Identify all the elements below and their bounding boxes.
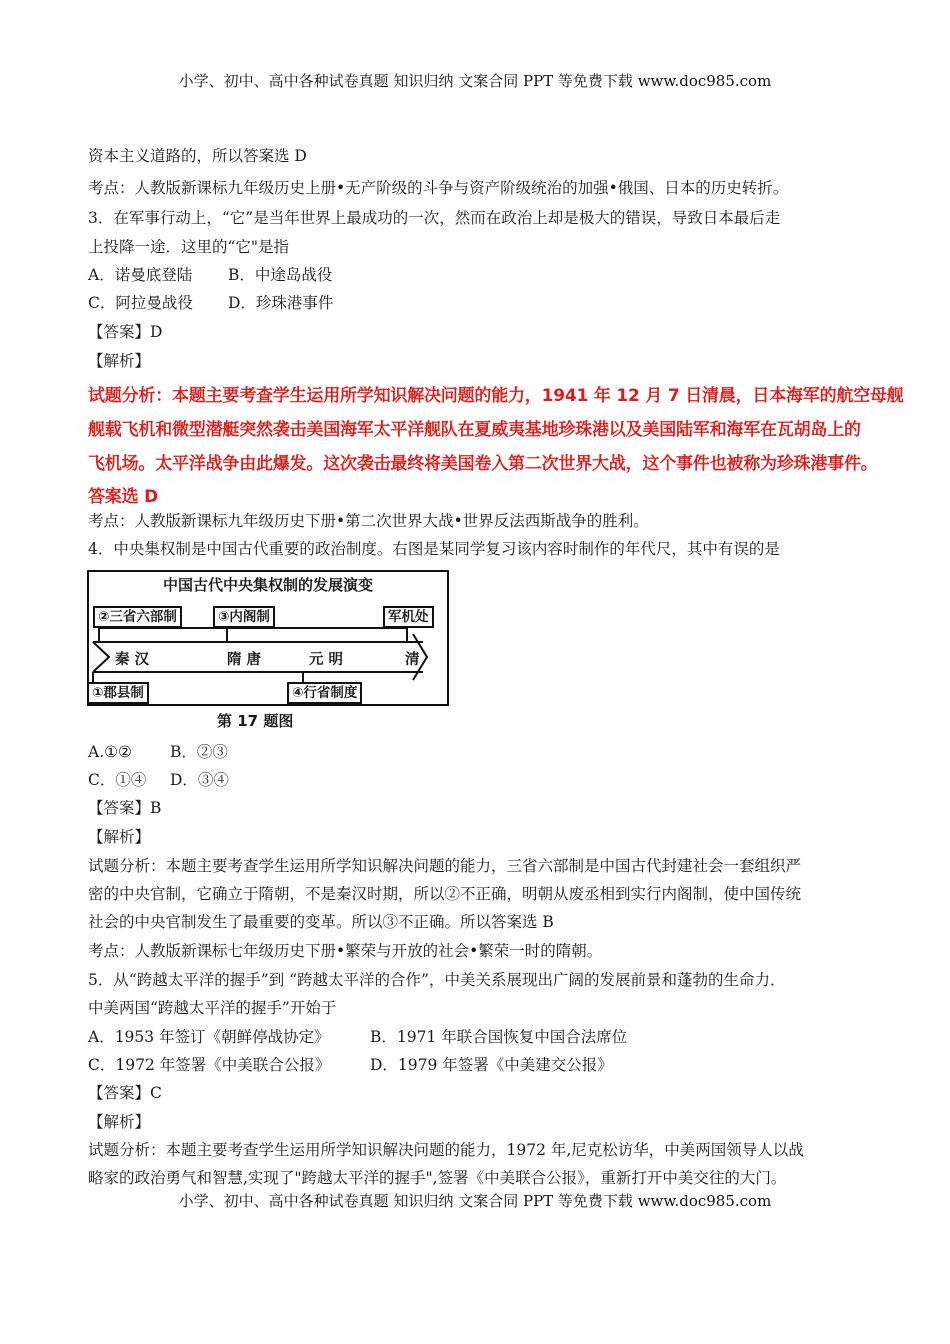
page-footer: 小学、初中、高中各种试卷真题 知识归纳 文案合同 PPT 等免费下载 www.doc985.com: [178, 1192, 772, 1210]
q5-stem-line2: 中美两国“跨越太平洋的握手”开始于: [88, 999, 337, 1017]
q3-option-d: D．珍珠港事件: [228, 294, 334, 312]
q3-option-a: A．诺曼底登陆: [88, 266, 193, 284]
q4-option-c: C．①④: [88, 771, 147, 789]
q3-options-row2: [88, 296, 333, 312]
q4-stem: 4．中央集权制是中国古代重要的政治制度。右图是某同学复习该内容时制作的年代尺，其中有误的是: [88, 540, 780, 558]
box-xingsheng: ④行省制度: [287, 682, 362, 704]
q4-kaodian: 考点：人教版新课标七年级历史下册•繁荣与开放的社会•繁荣一时的隋朝。: [88, 942, 603, 960]
era-sui-tang: 隋 唐: [227, 652, 262, 668]
q3-options-row1: [88, 268, 332, 284]
q4-option-a: A.①②: [88, 743, 132, 761]
q4-options-row2: [88, 773, 229, 789]
box-junjichu: 军机处: [383, 606, 434, 628]
timeline-title: 中国古代中央集权制的发展演变: [162, 576, 373, 594]
q5-jiexi-label: 【解析】: [88, 1113, 151, 1131]
q3-kaodian: 考点：人教版新课标九年级历史下册•第二次世界大战•世界反法西斯战争的胜利。: [88, 512, 649, 530]
q4-options-row1: [88, 745, 228, 761]
q4-option-d: D．③④: [170, 771, 229, 789]
q3-analysis-line1: 试题分析：本题主要考查学生运用所学知识解决问题的能力，1941 年 12 月 7 日清晨，日本海军的航空母舰: [88, 386, 904, 406]
q5-answer: 【答案】C: [88, 1084, 162, 1102]
page-header: 小学、初中、高中各种试卷真题 知识归纳 文案合同 PPT 等免费下载 www.doc985.com: [178, 72, 772, 90]
q3-analysis-line4: 答案选 D: [88, 487, 159, 507]
q5-options-row2: [88, 1058, 613, 1074]
q5-option-c: C．1972 年签署《中美联合公报》: [88, 1056, 331, 1074]
box-neige: ③内阁制: [213, 606, 275, 628]
intro-kaodian: 考点：人教版新课标九年级历史上册•无产阶级的斗争与资产阶级统治的加强•俄国、日本的历史转折。: [88, 179, 789, 197]
q4-option-b: B．②③: [170, 743, 228, 761]
intro-line: 资本主义道路的，所以答案选 D: [88, 147, 307, 165]
figure-caption: 第 17 题图: [217, 712, 294, 730]
box-junxian: ①郡县制: [87, 682, 149, 704]
q5-options-row1: [88, 1030, 627, 1046]
q4-analysis-line3: 社会的中央官制发生了最重要的变革。所以③不正确。所以答案选 B: [88, 913, 554, 931]
q4-analysis-line2: 密的中央官制，它确立于隋朝，不是秦汉时期，所以②不正确，明朝从废丞相到实行内阁制，使中国传统: [88, 885, 802, 903]
era-qin-han: 秦 汉: [115, 652, 150, 668]
q5-option-d: D．1979 年签署《中美建交公报》: [370, 1056, 613, 1074]
q3-analysis-line2: 舰载飞机和微型潜艇突然袭击美国海军太平洋舰队在夏威夷基地珍珠港以及美国陆军和海军在瓦胡岛上的: [88, 420, 861, 440]
q3-jiexi-label: 【解析】: [88, 352, 151, 370]
box-sansheng-liubu: ②三省六部制: [93, 606, 182, 628]
q4-jiexi-label: 【解析】: [88, 828, 151, 846]
q3-option-c: C．阿拉曼战役: [88, 294, 193, 312]
q3-option-b: B．中途岛战役: [228, 266, 333, 284]
q3-answer: 【答案】D: [88, 323, 163, 341]
era-yuan-ming: 元 明: [309, 652, 344, 668]
q3-stem-line2: 上投降一途．这里的“它"是指: [88, 238, 290, 256]
q5-option-b: B．1971 年联合国恢复中国合法席位: [370, 1028, 628, 1046]
q5-analysis-line2: 略家的政治勇气和智慧,实现了"跨越太平洋的握手",签署《中美联合公报》，重新打开中美交往的大门。: [88, 1169, 787, 1187]
q5-analysis-line1: 试题分析：本题主要考查学生运用所学知识解决问题的能力，1972 年,尼克松访华，中美两国领导人以战: [88, 1141, 804, 1159]
q4-answer: 【答案】B: [88, 799, 162, 817]
q3-analysis-line3: 飞机场。太平洋战争由此爆发。这次袭击最终将美国卷入第二次世界大战，这个事件也被称为珍珠港事件。: [88, 454, 878, 474]
q5-stem-line1: 5．从“跨越太平洋的握手”到 “跨越太平洋的合作”，中美关系展现出广阔的发展前景和蓬勃的生命力．: [88, 971, 786, 989]
q5-option-a: A．1953 年签订《朝鲜停战协定》: [88, 1028, 330, 1046]
q4-analysis-line1: 试题分析：本题主要考查学生运用所学知识解决问题的能力，三省六部制是中国古代封建社会一套组织严: [88, 857, 802, 875]
q3-stem-line1: 3．在军事行动上，“它”是当年世界上最成功的一次，然而在政治上却是极大的错误，导致日本最后走: [88, 209, 781, 227]
timeline-figure: [87, 570, 453, 732]
era-qing: 清: [405, 652, 420, 668]
